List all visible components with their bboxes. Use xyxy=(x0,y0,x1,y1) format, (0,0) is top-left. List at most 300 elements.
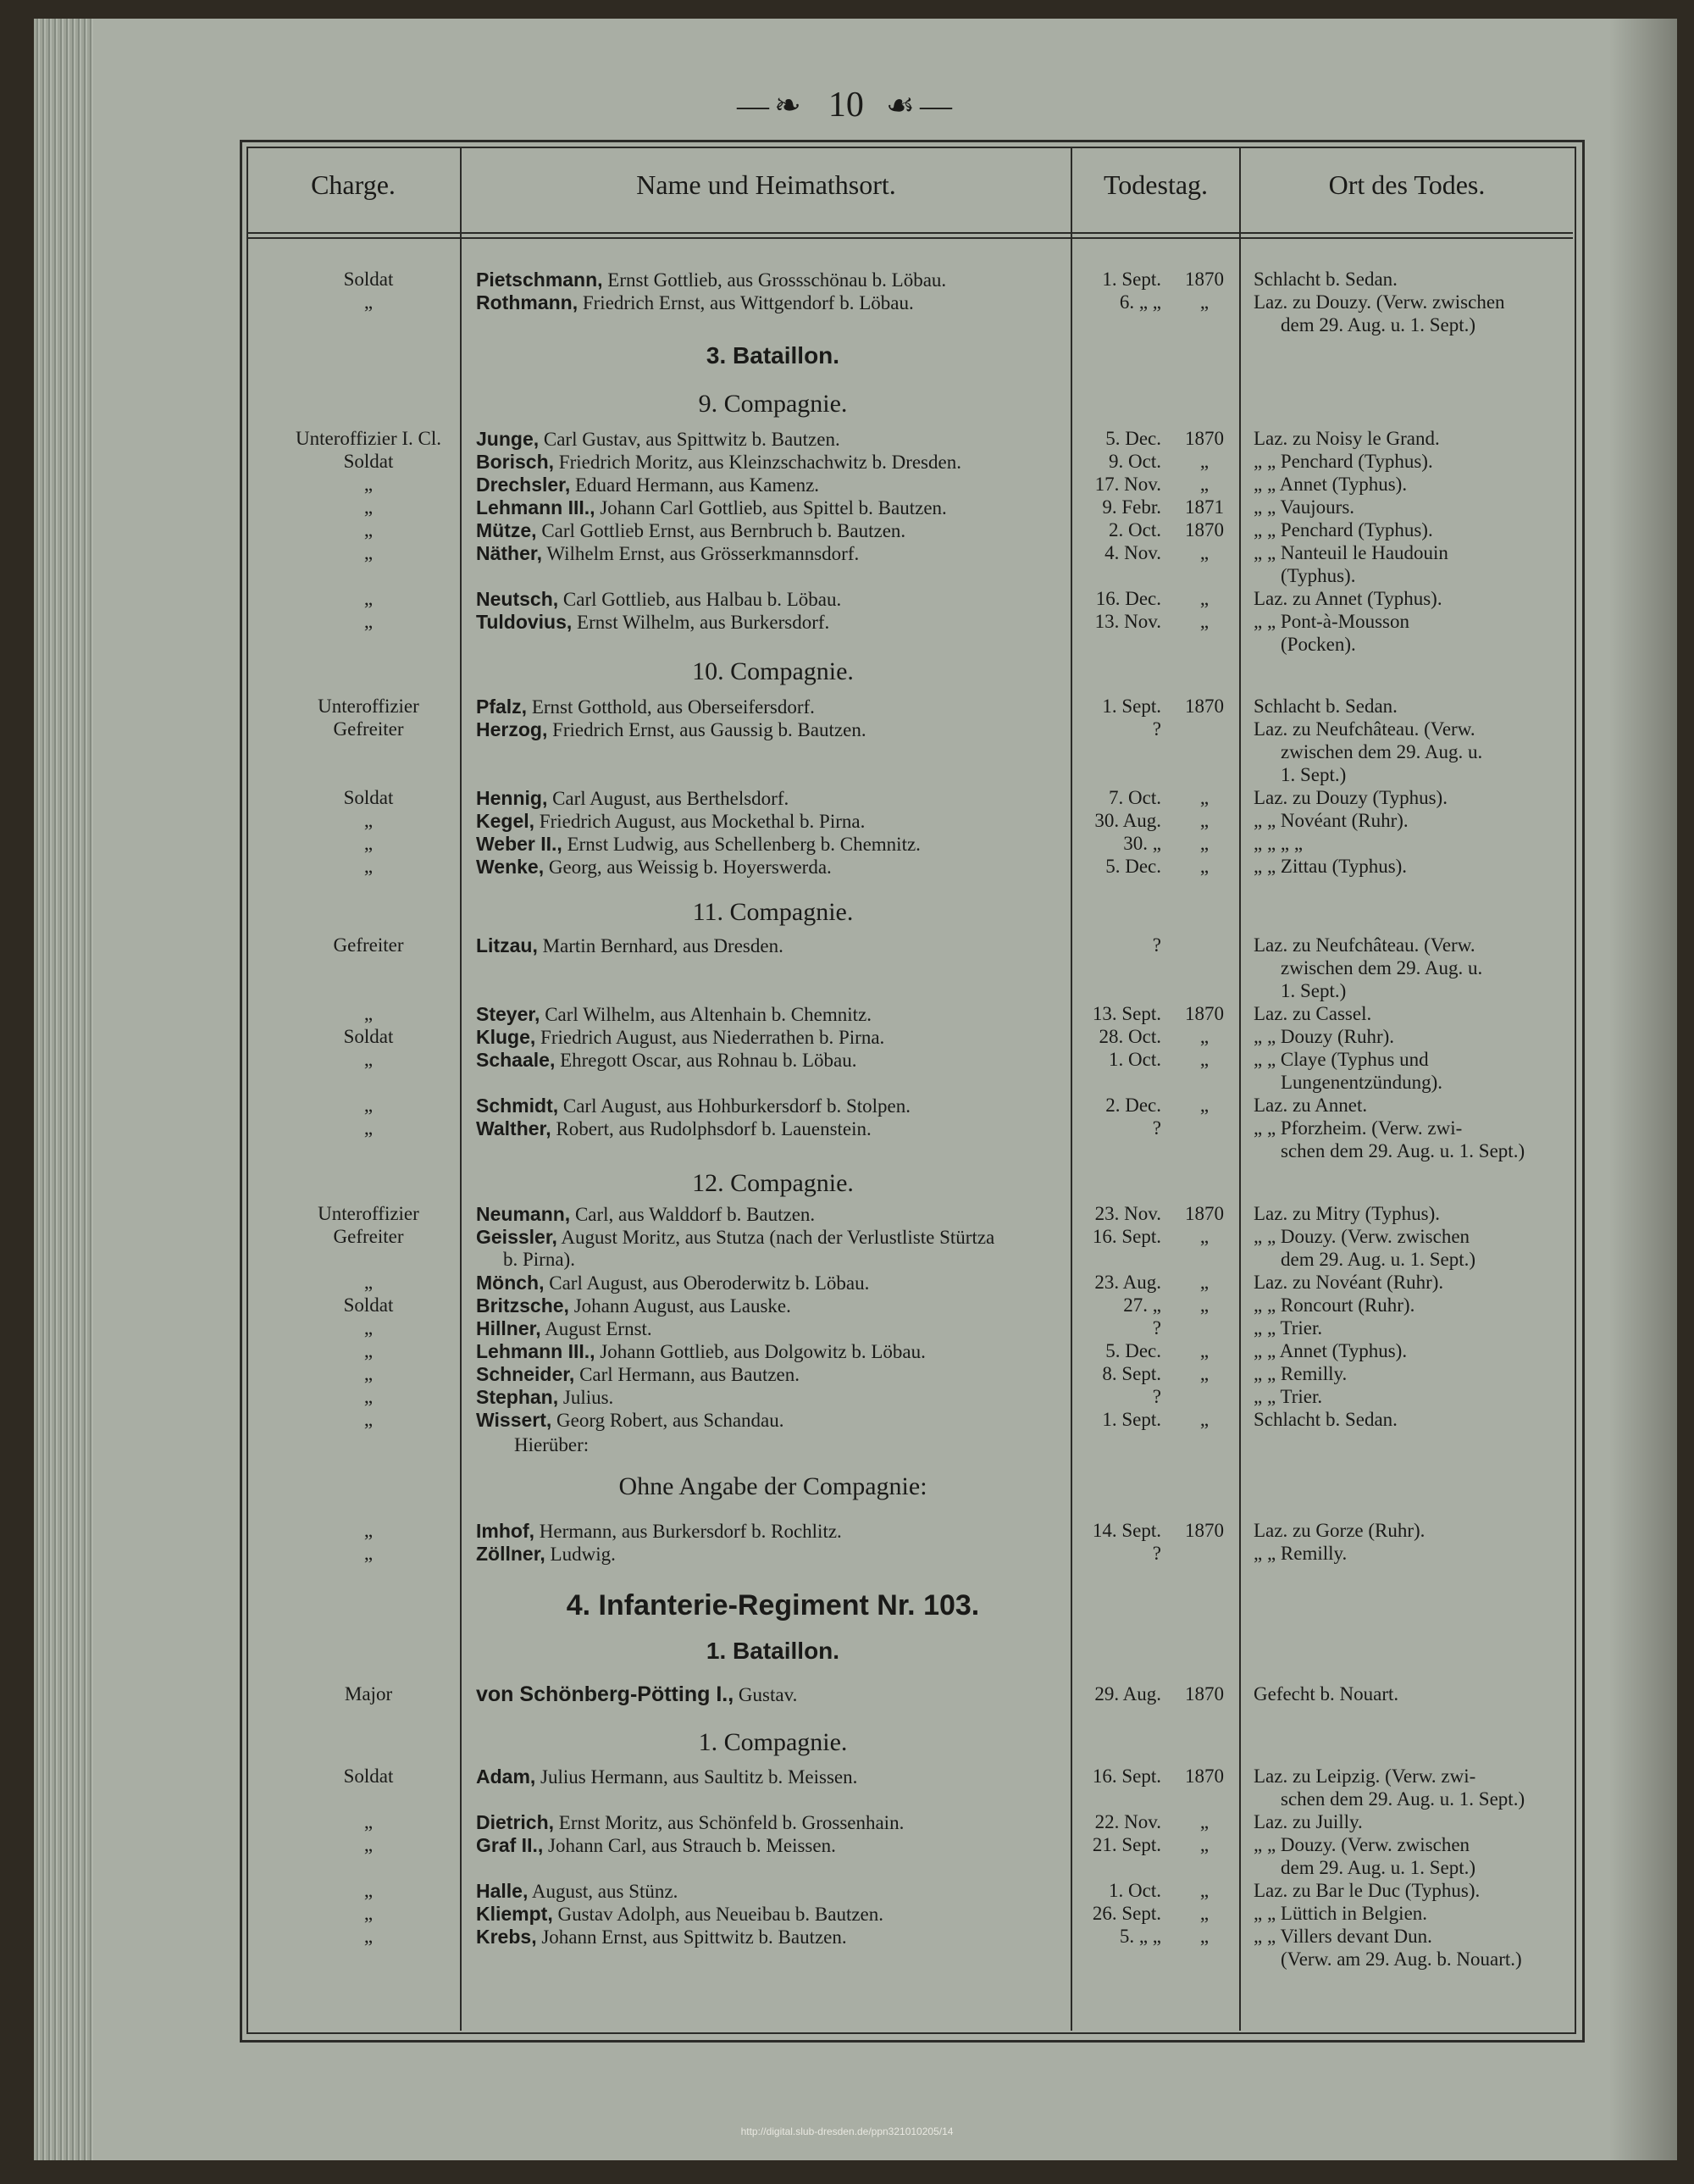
charge-cell: „ xyxy=(363,1003,374,1024)
surname: Britzsche, xyxy=(476,1294,569,1316)
death-day: ? xyxy=(1152,1543,1161,1564)
table-row xyxy=(0,934,1694,957)
table-row xyxy=(0,695,1694,718)
ornament-right-icon: ☙— xyxy=(885,88,957,124)
table-row xyxy=(0,1139,1694,1163)
charge-cell: „ xyxy=(363,833,374,854)
name-details: Ehregott Oscar, aus Rohnau b. Löbau. xyxy=(555,1050,857,1071)
death-day: 1. Sept. xyxy=(1102,269,1161,290)
name-details: Ernst Moritz, aus Schönfeld b. Grossenhain. xyxy=(554,1812,905,1833)
name-details: Johann Carl, aus Strauch b. Meissen. xyxy=(543,1835,836,1856)
page-header xyxy=(0,85,1694,136)
name-cell xyxy=(476,1271,1069,1295)
place-cell: „ „ Trier. xyxy=(1254,1317,1323,1339)
name-details: Carl, aus Walddorf b. Bautzen. xyxy=(570,1204,816,1225)
table-row xyxy=(0,1294,1694,1317)
charge-cell: „ xyxy=(363,1386,374,1407)
name-details: Carl August, aus Oberoderwitz b. Löbau. xyxy=(544,1272,870,1294)
company-heading: 12. Compagnie. xyxy=(692,1169,854,1197)
death-day: ? xyxy=(1152,934,1161,956)
company-heading: 11. Compagnie. xyxy=(692,898,854,926)
name-details: August, aus Stünz. xyxy=(528,1881,678,1902)
name-cell xyxy=(476,1925,1069,1949)
table-row xyxy=(0,1316,1694,1340)
table-row xyxy=(0,518,1694,542)
section-note: Hierüber: xyxy=(514,1434,590,1455)
death-year: „ xyxy=(1199,810,1210,831)
name-details: Robert, aus Rudolphsdorf b. Lauenstein. xyxy=(551,1118,872,1139)
charge-cell: „ xyxy=(363,588,374,609)
table-row xyxy=(0,740,1694,764)
place-cell: „ „ Nanteuil le Haudouin xyxy=(1254,542,1448,563)
place-cell: Laz. zu Gorze (Ruhr). xyxy=(1254,1520,1426,1541)
name-cell xyxy=(476,1682,1069,1707)
place-cell: Laz. zu Douzy (Typhus). xyxy=(1254,787,1448,808)
name-cell xyxy=(476,1902,1069,1926)
table-row xyxy=(0,1948,1694,1971)
death-year: 1870 xyxy=(1185,1765,1224,1787)
name-details: Carl Wilhelm, aus Altenhain b. Chemnitz. xyxy=(540,1004,872,1025)
place-cell: Laz. zu Noisy le Grand. xyxy=(1254,428,1440,449)
surname: Halle, xyxy=(476,1880,529,1902)
name-details: Ernst Wilhelm, aus Burkersdorf. xyxy=(572,612,830,633)
place-cell: Laz. zu Bar le Duc (Typhus). xyxy=(1254,1880,1481,1901)
place-cell-continued: (Pocken). xyxy=(1281,634,1356,655)
place-cell-continued: dem 29. Aug. u. 1. Sept.) xyxy=(1281,1249,1475,1270)
name-details: Carl August, aus Hohburkersdorf b. Stolpen. xyxy=(558,1095,911,1117)
charge-cell: „ xyxy=(363,1317,374,1339)
death-day: 1. Sept. xyxy=(1102,1409,1161,1430)
charge-cell: „ xyxy=(363,1117,374,1139)
charge-cell: „ xyxy=(363,1049,374,1070)
place-cell-continued: schen dem 29. Aug. u. 1. Sept.) xyxy=(1281,1140,1525,1161)
table-row xyxy=(0,268,1694,291)
table-row xyxy=(0,291,1694,314)
name-cell xyxy=(476,1385,1069,1410)
column-header-name: Name und Heimathsort. xyxy=(636,169,896,200)
place-cell: „ „ „ „ xyxy=(1254,833,1304,854)
name-cell xyxy=(476,1810,1069,1835)
name-details: Friedrich Ernst, aus Wittgendorf b. Löbau. xyxy=(578,292,914,313)
death-year: „ xyxy=(1199,1811,1210,1832)
table-row xyxy=(0,1810,1694,1834)
place-cell: Laz. zu Novéant (Ruhr). xyxy=(1254,1272,1444,1293)
death-year: „ xyxy=(1199,1294,1210,1316)
table-row xyxy=(0,1902,1694,1926)
place-cell: Schlacht b. Sedan. xyxy=(1254,1409,1398,1430)
death-day: 4. Nov. xyxy=(1104,542,1161,563)
name-details: Georg, aus Weissig b. Hoyerswerda. xyxy=(544,856,832,878)
death-day: 16. Sept. xyxy=(1092,1226,1161,1247)
surname: Weber II., xyxy=(476,833,562,855)
surname: Neutsch, xyxy=(476,588,559,610)
name-cell xyxy=(476,832,1069,856)
table-row xyxy=(0,541,1694,565)
table-row xyxy=(0,1682,1694,1706)
surname: Kluge, xyxy=(476,1026,536,1048)
table-row xyxy=(0,633,1694,657)
charge-cell: „ xyxy=(363,1926,374,1947)
death-year: „ xyxy=(1199,611,1210,632)
table-row xyxy=(0,427,1694,451)
name-details: Friedrich Ernst, aus Gaussig b. Bautzen. xyxy=(547,719,866,740)
death-year: „ xyxy=(1199,1026,1210,1047)
name-cell xyxy=(476,291,1069,315)
place-cell: Laz. zu Annet (Typhus). xyxy=(1254,588,1442,609)
regiment-heading: 4. Infanterie-Regiment Nr. 103. xyxy=(566,1589,980,1621)
header-rule xyxy=(246,232,1573,234)
death-year: „ xyxy=(1199,291,1210,313)
surname: Wissert, xyxy=(476,1409,552,1431)
surname: Lehmann III., xyxy=(476,1340,595,1362)
place-cell: Laz. zu Leipzig. (Verw. zwi- xyxy=(1254,1765,1476,1787)
death-day: 2. Dec. xyxy=(1105,1095,1161,1116)
charge-cell: „ xyxy=(363,1880,374,1901)
place-cell: Laz. zu Cassel. xyxy=(1254,1003,1372,1024)
table-row xyxy=(0,718,1694,741)
name-cell xyxy=(476,718,1069,742)
charge-cell: Unteroffizier xyxy=(318,696,419,717)
death-year: „ xyxy=(1199,451,1210,472)
name-details: Johann Gottlieb, aus Dolgowitz b. Löbau. xyxy=(595,1341,926,1362)
place-cell: Laz. zu Neufchâteau. (Verw. xyxy=(1254,718,1475,740)
place-cell: Schlacht b. Sedan. xyxy=(1254,696,1398,717)
surname: Walther, xyxy=(476,1117,551,1139)
table-row xyxy=(0,1408,1694,1432)
place-cell: „ „ Zittau (Typhus). xyxy=(1254,856,1408,877)
ornament-left-icon: —❧ xyxy=(737,88,806,124)
name-details: August Ernst. xyxy=(540,1318,652,1339)
table-row xyxy=(0,587,1694,611)
name-details: Ludwig. xyxy=(545,1544,616,1565)
place-cell: „ „ Villers devant Dun. xyxy=(1254,1926,1432,1947)
name-cell xyxy=(476,427,1069,452)
surname: Mütze, xyxy=(476,519,537,541)
name-cell xyxy=(476,1002,1069,1027)
death-year: „ xyxy=(1199,1095,1210,1116)
header-rule-double xyxy=(246,237,1573,239)
place-cell-continued: Lungenentzündung). xyxy=(1281,1072,1442,1093)
name-cell xyxy=(476,450,1069,474)
charge-cell: „ xyxy=(363,519,374,540)
charge-cell: „ xyxy=(363,542,374,563)
place-cell-continued: 1. Sept.) xyxy=(1281,980,1347,1001)
table-row xyxy=(0,313,1694,337)
death-day: 26. Sept. xyxy=(1092,1903,1161,1924)
death-day: 21. Sept. xyxy=(1092,1834,1161,1855)
name-details: Carl August, aus Berthelsdorf. xyxy=(547,788,789,809)
surname: Kegel, xyxy=(476,810,535,832)
death-day: 16. Sept. xyxy=(1092,1765,1161,1787)
name-cell xyxy=(476,473,1069,497)
charge-cell: Gefreiter xyxy=(333,1226,404,1247)
name-cell xyxy=(476,1833,1069,1858)
surname: Kliempt, xyxy=(476,1903,553,1925)
table-row xyxy=(0,496,1694,519)
death-day: 13. Nov. xyxy=(1094,611,1161,632)
surname: Schaale, xyxy=(476,1049,556,1071)
surname: Tuldovius, xyxy=(476,611,573,633)
name-details: Ernst Gottlieb, aus Grossschönau b. Löbau. xyxy=(602,269,947,291)
name-details: Julius Hermann, aus Saultitz b. Meissen. xyxy=(535,1766,858,1788)
charge-cell: Soldat xyxy=(343,787,394,808)
name-cell xyxy=(476,1542,1069,1566)
table-row xyxy=(0,1202,1694,1226)
death-year: „ xyxy=(1199,588,1210,609)
surname: Geissler, xyxy=(476,1226,557,1248)
name-cell xyxy=(476,1408,1069,1433)
death-day: 22. Nov. xyxy=(1094,1811,1161,1832)
charge-cell: „ xyxy=(363,856,374,877)
table-row xyxy=(0,1094,1694,1117)
place-cell: „ „ Pforzheim. (Verw. zwi- xyxy=(1254,1117,1463,1139)
surname: Schmidt, xyxy=(476,1095,559,1117)
table-row xyxy=(0,1879,1694,1903)
name-details: Ernst Ludwig, aus Schellenberg b. Chemnitz. xyxy=(562,834,921,855)
surname: Junge, xyxy=(476,428,540,450)
table-row xyxy=(0,1833,1694,1857)
surname: Imhof, xyxy=(476,1520,534,1542)
death-year: 1870 xyxy=(1185,696,1224,717)
death-day: 9. Febr. xyxy=(1102,496,1161,518)
surname: Schneider, xyxy=(476,1363,575,1385)
charge-cell: „ xyxy=(363,1903,374,1924)
name-cell xyxy=(476,1362,1069,1387)
charge-cell: Major xyxy=(344,1683,393,1705)
death-year: „ xyxy=(1199,1903,1210,1924)
charge-cell: Gefreiter xyxy=(333,718,404,740)
surname: Hennig, xyxy=(476,787,548,809)
place-cell: „ „ Douzy. (Verw. zwischen xyxy=(1254,1834,1470,1855)
charge-cell: „ xyxy=(363,1272,374,1293)
name-details: Ernst Gotthold, aus Oberseifersdorf. xyxy=(527,696,815,718)
table-row xyxy=(0,1925,1694,1948)
name-details: Gustav. xyxy=(734,1684,798,1705)
name-details: Friedrich August, aus Mockethal b. Pirna. xyxy=(534,811,866,832)
place-cell: Schlacht b. Sedan. xyxy=(1254,269,1398,290)
name-details: Georg Robert, aus Schandau. xyxy=(551,1410,784,1431)
name-cell xyxy=(476,587,1069,612)
name-cell xyxy=(476,1117,1069,1141)
place-cell: „ „ Vaujours. xyxy=(1254,496,1355,518)
death-year: „ xyxy=(1199,1340,1210,1361)
table-row xyxy=(0,1519,1694,1543)
death-year: „ xyxy=(1199,1926,1210,1947)
death-day: 29. Aug. xyxy=(1094,1683,1161,1705)
table-row xyxy=(0,979,1694,1003)
surname: Krebs, xyxy=(476,1926,537,1948)
place-cell: „ „ Remilly. xyxy=(1254,1543,1348,1564)
table-row xyxy=(0,1025,1694,1049)
table-row xyxy=(0,1788,1694,1811)
surname: Adam, xyxy=(476,1765,536,1788)
death-year: 1870 xyxy=(1185,1520,1224,1541)
place-cell: „ „ Trier. xyxy=(1254,1386,1323,1407)
name-cell xyxy=(476,1519,1069,1544)
death-day: 9. Oct. xyxy=(1109,451,1161,472)
table-row xyxy=(0,1071,1694,1095)
name-details: Hermann, aus Burkersdorf b. Rochlitz. xyxy=(534,1521,842,1542)
death-year: „ xyxy=(1199,1363,1210,1384)
charge-cell: „ xyxy=(363,1340,374,1361)
surname: Pfalz, xyxy=(476,696,528,718)
death-year: „ xyxy=(1199,856,1210,877)
name-cell xyxy=(476,1294,1069,1318)
place-cell-continued: dem 29. Aug. u. 1. Sept.) xyxy=(1281,1857,1475,1878)
place-cell-continued: zwischen dem 29. Aug. u. xyxy=(1281,741,1483,762)
surname: Pietschmann, xyxy=(476,269,603,291)
death-year: „ xyxy=(1199,474,1210,495)
place-cell: „ „ Penchard (Typhus). xyxy=(1254,519,1433,540)
name-details: Johann August, aus Lauske. xyxy=(568,1295,791,1316)
name-cell xyxy=(476,695,1069,719)
place-cell: Laz. zu Neufchâteau. (Verw. xyxy=(1254,934,1475,956)
charge-cell: Soldat xyxy=(343,1765,394,1787)
place-cell: „ „ Annet (Typhus). xyxy=(1254,1340,1408,1361)
death-year: 1870 xyxy=(1185,519,1224,540)
table-row xyxy=(0,1048,1694,1072)
death-year: „ xyxy=(1199,1834,1210,1855)
charge-cell: „ xyxy=(363,291,374,313)
place-cell-continued: schen dem 29. Aug. u. 1. Sept.) xyxy=(1281,1788,1525,1810)
charge-cell: „ xyxy=(363,1811,374,1832)
surname: Neumann, xyxy=(476,1203,571,1225)
place-cell: „ „ Novéant (Ruhr). xyxy=(1254,810,1409,831)
charge-cell: „ xyxy=(363,1834,374,1855)
death-day: 13. Sept. xyxy=(1092,1003,1161,1024)
surname: Näther, xyxy=(476,542,542,564)
column-header-place: Ort des Todes. xyxy=(1328,169,1486,200)
death-year: 1870 xyxy=(1185,428,1224,449)
name-cell-continued: b. Pirna). xyxy=(503,1249,575,1270)
death-year: 1870 xyxy=(1185,1203,1224,1224)
charge-cell: Gefreiter xyxy=(333,934,404,956)
place-cell-continued: zwischen dem 29. Aug. u. xyxy=(1281,957,1483,978)
name-details: Johann Ernst, aus Spittwitz b. Bautzen. xyxy=(536,1926,847,1948)
death-day: 1. Oct. xyxy=(1109,1049,1161,1070)
name-cell xyxy=(476,1879,1069,1904)
name-details: Martin Bernhard, aus Dresden. xyxy=(537,935,783,956)
death-day: 16. Dec. xyxy=(1095,588,1161,609)
name-cell xyxy=(476,518,1069,543)
table-row xyxy=(0,564,1694,588)
place-cell: „ „ Remilly. xyxy=(1254,1363,1348,1384)
table-row xyxy=(0,610,1694,634)
name-cell xyxy=(476,1025,1069,1050)
death-year: „ xyxy=(1199,1226,1210,1247)
charge-cell: Soldat xyxy=(343,269,394,290)
surname: Lehmann III., xyxy=(476,496,595,518)
table-row xyxy=(0,832,1694,856)
place-cell-continued: dem 29. Aug. u. 1. Sept.) xyxy=(1281,314,1475,335)
name-cell xyxy=(476,541,1069,566)
surname: Rothmann, xyxy=(476,291,579,313)
death-day: ? xyxy=(1152,718,1161,740)
company-heading: Ohne Angabe der Compagnie: xyxy=(618,1472,927,1500)
charge-cell: „ xyxy=(363,1409,374,1430)
name-details: Carl Gustav, aus Spittwitz b. Bautzen. xyxy=(539,429,840,450)
table-row xyxy=(0,1542,1694,1566)
place-cell: „ „ Pont-à-Mousson xyxy=(1254,611,1409,632)
place-cell-continued: (Typhus). xyxy=(1281,565,1356,586)
name-cell xyxy=(476,1048,1069,1073)
death-year: „ xyxy=(1199,542,1210,563)
charge-cell: „ xyxy=(363,1095,374,1116)
name-details: Friedrich Moritz, aus Kleinzschachwitz b. Dresden. xyxy=(554,452,961,473)
death-day: 23. Nov. xyxy=(1094,1203,1161,1224)
name-details: Eduard Hermann, aus Kamenz. xyxy=(570,474,820,496)
table-row xyxy=(0,763,1694,787)
death-year: 1870 xyxy=(1185,1683,1224,1705)
table-row xyxy=(0,1856,1694,1880)
death-year: 1871 xyxy=(1185,496,1224,518)
table-row xyxy=(0,1225,1694,1249)
surname: Wenke, xyxy=(476,856,545,878)
table-row xyxy=(0,956,1694,980)
surname: Dietrich, xyxy=(476,1811,555,1833)
name-cell xyxy=(476,855,1069,879)
name-details: Carl Hermann, aus Bautzen. xyxy=(574,1364,800,1385)
table-row xyxy=(0,1385,1694,1409)
death-day: 23. Aug. xyxy=(1094,1272,1161,1293)
name-cell xyxy=(476,1339,1069,1364)
battalion-heading: 3. Bataillon. xyxy=(706,342,840,369)
charge-cell: Soldat xyxy=(343,1026,394,1047)
death-day: 1. Oct. xyxy=(1109,1880,1161,1901)
death-day: 5. „ „ xyxy=(1119,1926,1161,1947)
death-year: „ xyxy=(1199,1049,1210,1070)
death-year: 1870 xyxy=(1185,269,1224,290)
death-day: 30. Aug. xyxy=(1094,810,1161,831)
table-row xyxy=(0,1765,1694,1788)
charge-cell: „ xyxy=(363,611,374,632)
death-day: 5. Dec. xyxy=(1105,428,1161,449)
place-cell: „ „ Douzy. (Verw. zwischen xyxy=(1254,1226,1470,1247)
surname: Drechsler, xyxy=(476,474,571,496)
table-row xyxy=(0,1117,1694,1140)
death-day: 28. Oct. xyxy=(1099,1026,1161,1047)
surname: Graf II., xyxy=(476,1834,544,1856)
charge-cell: Soldat xyxy=(343,1294,394,1316)
surname: Borisch, xyxy=(476,451,555,473)
name-cell xyxy=(476,1225,1069,1250)
death-day: 2. Oct. xyxy=(1109,519,1161,540)
place-cell: „ „ Annet (Typhus). xyxy=(1254,474,1408,495)
surname: Litzau, xyxy=(476,934,538,956)
place-cell: „ „ Douzy (Ruhr). xyxy=(1254,1026,1395,1047)
charge-cell: „ xyxy=(363,1363,374,1384)
table-row xyxy=(0,1002,1694,1026)
death-day: 30. „ xyxy=(1123,833,1161,854)
table-row xyxy=(0,809,1694,833)
place-cell: Laz. zu Mitry (Typhus). xyxy=(1254,1203,1441,1224)
charge-cell: „ xyxy=(363,1543,374,1564)
name-details: Gustav Adolph, aus Neueibau b. Bautzen. xyxy=(552,1904,884,1925)
company-heading: 9. Compagnie. xyxy=(698,390,848,418)
charge-cell: Unteroffizier I. Cl. xyxy=(295,428,442,449)
name-details: Carl Gottlieb, aus Halbau b. Löbau. xyxy=(558,589,842,610)
table-row xyxy=(0,1362,1694,1386)
death-day: 5. Dec. xyxy=(1105,1340,1161,1361)
charge-cell: „ xyxy=(363,474,374,495)
name-cell xyxy=(476,610,1069,635)
table-row xyxy=(0,450,1694,474)
surname: Herzog, xyxy=(476,718,548,740)
death-day: 1. Sept. xyxy=(1102,696,1161,717)
death-day: ? xyxy=(1152,1117,1161,1139)
death-year: 1870 xyxy=(1185,1003,1224,1024)
name-cell xyxy=(476,934,1069,958)
